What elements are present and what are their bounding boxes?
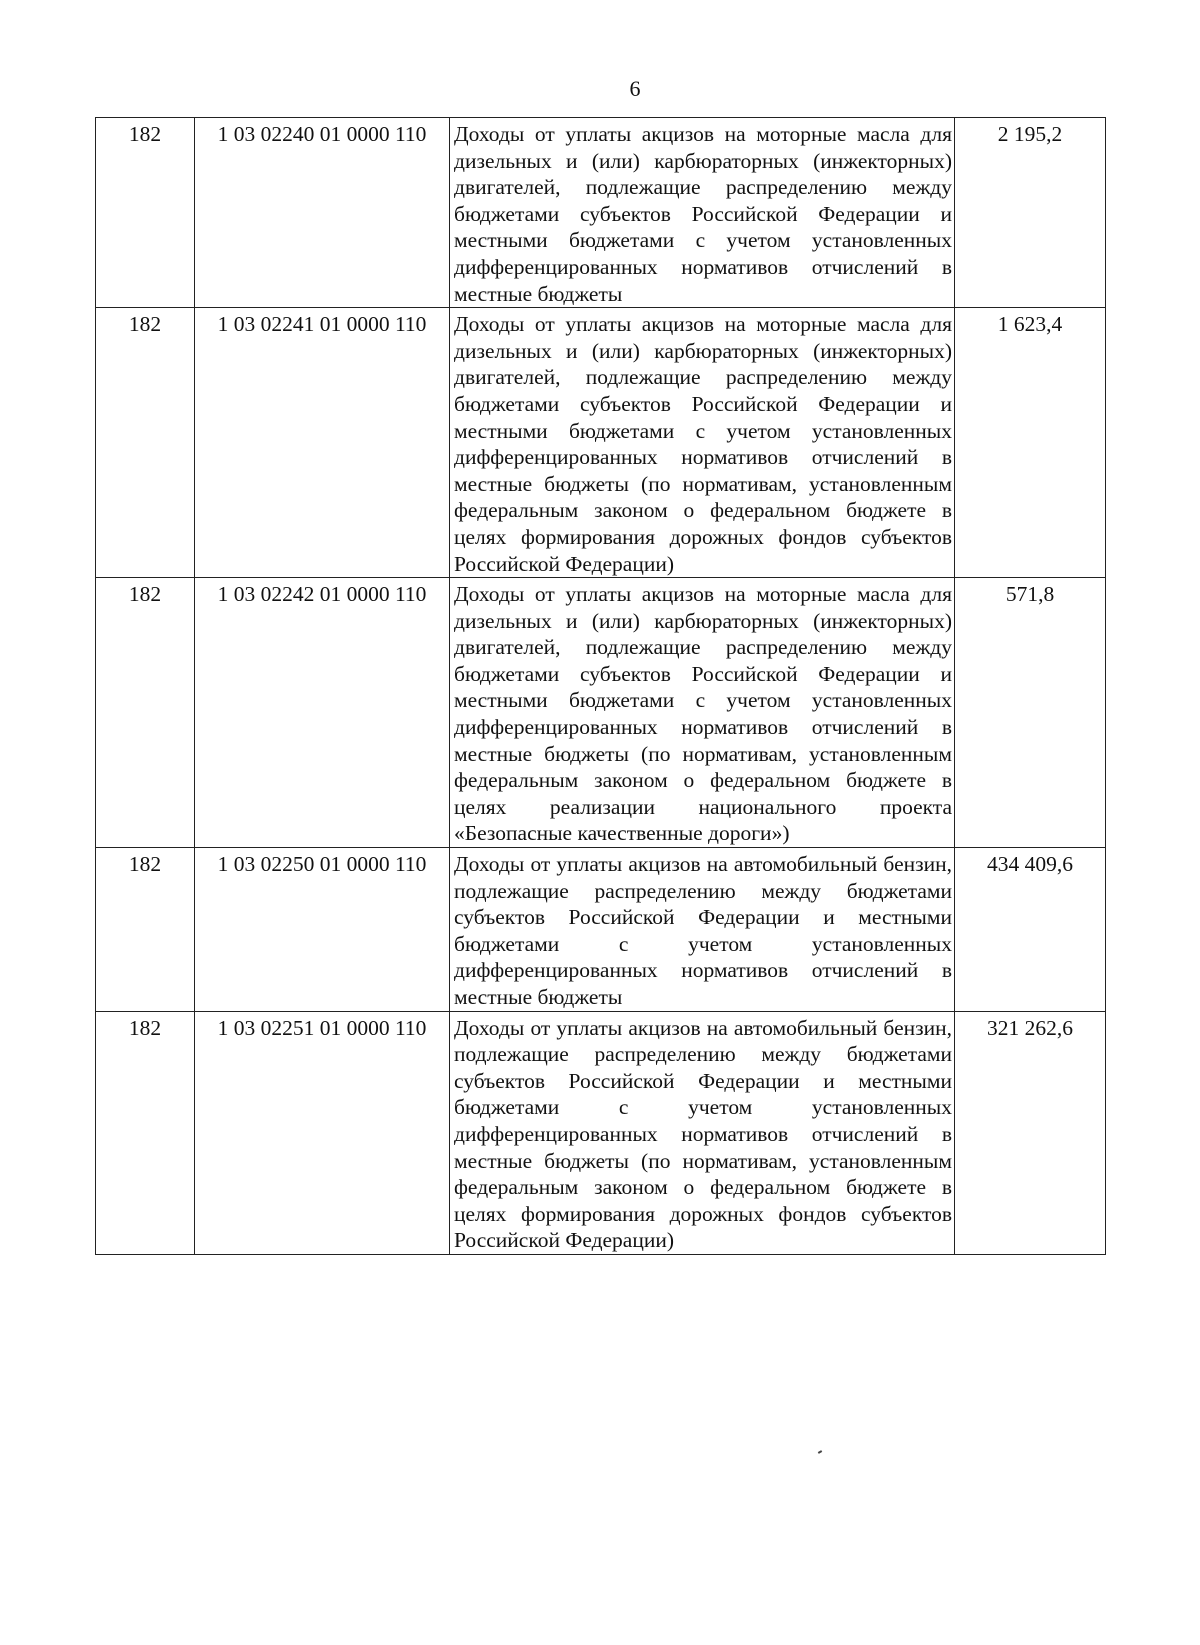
table-row xyxy=(96,118,1106,308)
admin-code-cell: 182 xyxy=(96,848,195,1012)
admin-code-cell: 182 xyxy=(96,308,195,578)
amount-cell: 321 262,6 xyxy=(955,1011,1106,1254)
admin-code-cell: 182 xyxy=(96,578,195,848)
scan-speck xyxy=(818,1450,822,1454)
kbk-code-cell: 1 03 02240 01 0000 110 xyxy=(195,118,450,308)
description-cell: Доходы от уплаты акцизов на автомобильный бензин, подлежащие распределению между бюджетами субъектов Российской Федерации и местными бюджетами с учетом установленных дифференцированных нормативов отчислений в местные бюджеты (по нормативам, установленным федеральным законом о федеральном бюджете в целях формирования дорожных фондов субъектов Российской Федерации) xyxy=(450,1011,955,1254)
kbk-code-cell: 1 03 02250 01 0000 110 xyxy=(195,848,450,1012)
admin-code-cell: 182 xyxy=(96,118,195,308)
table-row xyxy=(96,308,1106,578)
kbk-code-cell: 1 03 02241 01 0000 110 xyxy=(195,308,450,578)
description-cell: Доходы от уплаты акцизов на автомобильный бензин, подлежащие распределению между бюджетами субъектов Российской Федерации и местными бюджетами с учетом установленных дифференцированных нормативов отчислений в местные бюджеты xyxy=(450,848,955,1012)
kbk-code-cell: 1 03 02242 01 0000 110 xyxy=(195,578,450,848)
table-row xyxy=(96,578,1106,848)
kbk-code-cell: 1 03 02251 01 0000 110 xyxy=(195,1011,450,1254)
table-row xyxy=(96,848,1106,1012)
admin-code-cell: 182 xyxy=(96,1011,195,1254)
page-number: 6 xyxy=(629,76,641,101)
revenue-table xyxy=(95,117,1106,1255)
description-cell: Доходы от уплаты акцизов на моторные масла для дизельных и (или) карбюраторных (инжекторных) двигателей, подлежащие распределению между бюджетами субъектов Российской Федерации и местными бюджетами с учетом установленных дифференцированных нормативов отчислений в местные бюджеты xyxy=(450,118,955,308)
description-cell: Доходы от уплаты акцизов на моторные масла для дизельных и (или) карбюраторных (инжекторных) двигателей, подлежащие распределению между бюджетами субъектов Российской Федерации и местными бюджетами с учетом установленных дифференцированных нормативов отчислений в местные бюджеты (по нормативам, установленным федеральным законом о федеральном бюджете в целях реализации национального проекта «Безопасные качественные дороги») xyxy=(450,578,955,848)
amount-cell: 434 409,6 xyxy=(955,848,1106,1012)
amount-cell: 571,8 xyxy=(955,578,1106,848)
amount-cell: 2 195,2 xyxy=(955,118,1106,308)
description-cell: Доходы от уплаты акцизов на моторные масла для дизельных и (или) карбюраторных (инжекторных) двигателей, подлежащие распределению между бюджетами субъектов Российской Федерации и местными бюджетами с учетом установленных дифференцированных нормативов отчислений в местные бюджеты (по нормативам, установленным федеральным законом о федеральном бюджете в целях формирования дорожных фондов субъектов Российской Федерации) xyxy=(450,308,955,578)
amount-cell: 1 623,4 xyxy=(955,308,1106,578)
table-row xyxy=(96,1011,1106,1254)
